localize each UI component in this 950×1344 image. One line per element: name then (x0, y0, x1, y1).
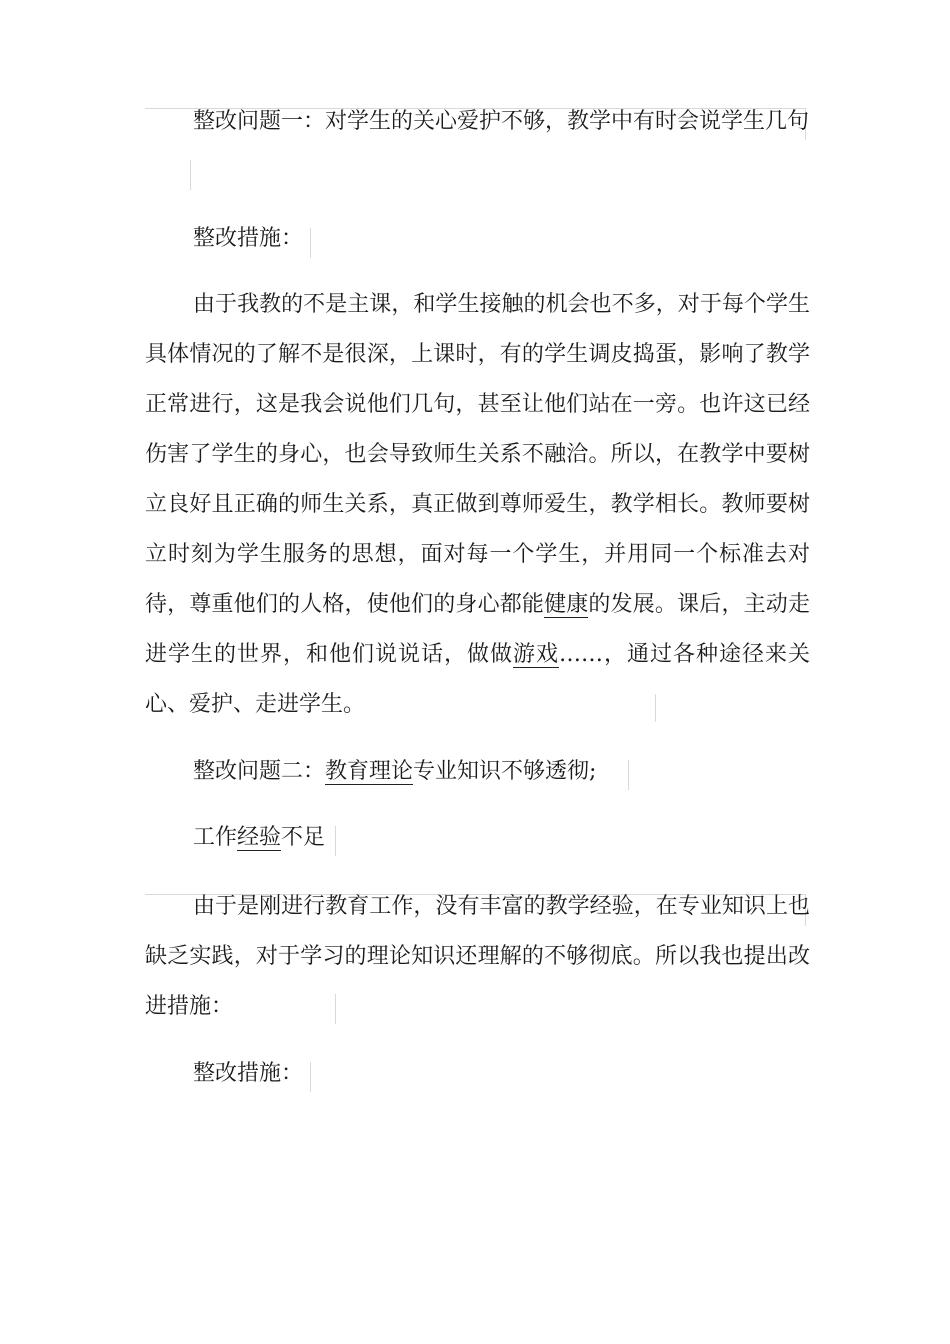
underlined-education-theory: 教育理论 (325, 759, 414, 784)
reason-two-paragraph (145, 882, 810, 1032)
problem-two-text-after: 专业知识不够透彻; (413, 759, 597, 784)
underlined-word-games: 游戏 (512, 642, 559, 667)
measures-two-heading (145, 1049, 810, 1099)
work-experience-text-after: 不足 (281, 825, 326, 850)
work-experience-text-before: 工作 (193, 825, 238, 850)
problem-two-text-before: 整改问题二： (193, 759, 326, 784)
body-text-before: 由于我教的不是主课，和学生接触的机会也不多，对于每个学生具体情况的了解不是很深，上课时，有的学生调皮捣蛋，影响了教学正常进行，这是我会说他们几句，甚至让他们站在一旁。也许这已经伤害了学生的身心，也会导致师生关系不融洽。所以，在教学中要树立良好且正确的师生关系，真正做到尊师爱生，教学相长。教师要树立时刻为学生服务的思想，面对每一个学生，并用同一个标准去对待，尊重他们的人格，使他们的身心都能 (145, 292, 810, 617)
work-experience-paragraph (145, 813, 810, 863)
problem-two-paragraph (145, 747, 810, 797)
body-text-middle: 的发展。课后，主动走进学生的世界，和他们说说话，做做 (145, 592, 810, 667)
problem-one-paragraph (145, 97, 810, 147)
measures-one-body (145, 280, 810, 730)
margin-mark (190, 160, 191, 190)
underlined-word-health: 健康 (544, 592, 589, 617)
body-text-after: ……，通过各种途径来关心、爱护、走进学生。 (145, 642, 810, 717)
measures-heading-text: 整改措施： (193, 226, 304, 251)
reason-two-text: 由于是刚进行教育工作，没有丰富的教学经验，在专业知识上也缺乏实践，对于学习的理论知识还理解的不够彻底。所以我也提出改进措施： (145, 894, 810, 1019)
underlined-experience: 经验 (237, 825, 282, 850)
problem-one-text: 整改问题一：对学生的关心爱护不够，教学中有时会说学生几句 (193, 109, 810, 134)
measures-heading-text: 整改措施： (193, 1061, 304, 1086)
measures-one-heading (145, 214, 810, 264)
